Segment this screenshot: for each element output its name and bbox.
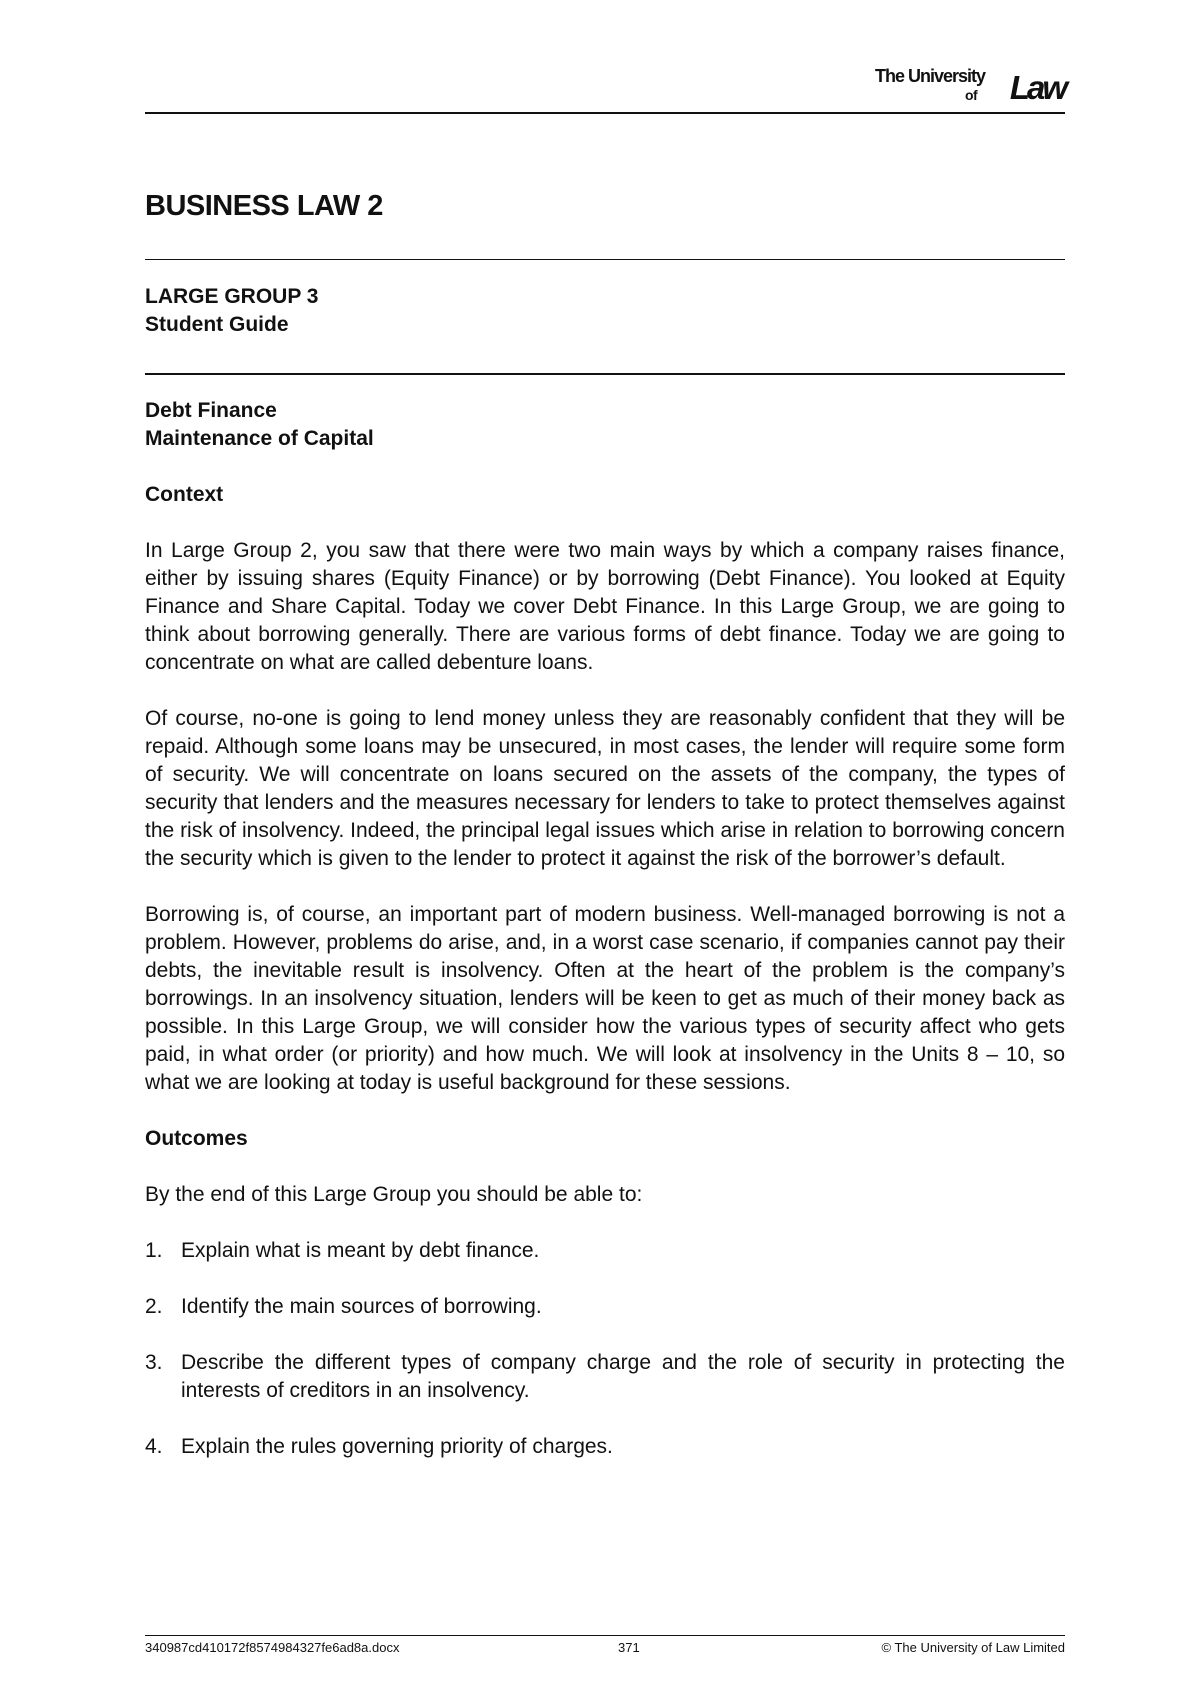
document-body xyxy=(145,283,1065,1461)
list-item xyxy=(145,1433,1065,1461)
subtitle-large-group: LARGE GROUP 3 xyxy=(145,285,319,308)
university-of-law-logo xyxy=(855,66,1065,106)
title-rule xyxy=(145,259,1065,260)
context-paragraph: Borrowing is, of course, an important part of modern business. Well-managed borrowing is not a problem. However, problems do arise, and, in a worst case scenario, if companies cannot pay their debts, the inevitable result is insolvency. Often at the heart of the problem is the company’s borrowings. In an insolvency situation, lenders will be keen to get as much of their money back as possible. In this Large Group, we will consider how the various types of security affect who gets paid, in what order (or priority) and how much. We will look at insolvency in the Units 8 – 10, so what we are looking at today is useful background for these sessions. xyxy=(145,903,1065,1094)
list-text: Explain what is meant by debt finance. xyxy=(181,1239,540,1262)
header-rule xyxy=(145,112,1065,114)
footer-copyright: © The University of Law Limited xyxy=(881,1640,1065,1655)
list-number: 2. xyxy=(145,1295,163,1318)
footer-rule xyxy=(145,1635,1065,1636)
list-item xyxy=(145,1349,1065,1405)
logo-line-2: of xyxy=(965,87,978,103)
topic-debt-finance: Debt Finance xyxy=(145,399,277,422)
list-item xyxy=(145,1293,1065,1321)
topic-maintenance-of-capital: Maintenance of Capital xyxy=(145,427,374,450)
subtitle-student-guide: Student Guide xyxy=(145,313,289,336)
context-paragraph: In Large Group 2, you saw that there were two main ways by which a company raises finance, either by issuing shares (Equity Finance) or by borrowing (Debt Finance). You looked at Equity Finance and Share Capital. Today we cover Debt Finance. In this Large Group, we are going to think about borrowing generally. There are various forms of debt finance. Today we are going to concentrate on what are called debenture loans. xyxy=(145,539,1065,674)
list-number: 4. xyxy=(145,1435,163,1458)
list-text: Explain the rules governing priority of charges. xyxy=(181,1435,613,1458)
footer-filename: 340987cd410172f8574984327fe6ad8a.docx xyxy=(145,1640,400,1655)
list-number: 1. xyxy=(145,1239,163,1262)
outcomes-heading: Outcomes xyxy=(145,1127,248,1150)
logo-line-1: The University xyxy=(874,66,985,86)
logo-line-3: Law xyxy=(1009,69,1065,106)
outcomes-intro: By the end of this Large Group you should be able to: xyxy=(145,1183,643,1206)
list-text: Describe the different types of company charge and the role of security in protecting the interests of creditors in an insolvency. xyxy=(181,1351,1065,1402)
outcomes-list xyxy=(145,1237,1065,1461)
list-text: Identify the main sources of borrowing. xyxy=(181,1295,542,1318)
footer-page-number: 371 xyxy=(618,1640,640,1655)
list-item xyxy=(145,1237,1065,1265)
document-title: BUSINESS LAW 2 xyxy=(145,190,383,222)
list-number: 3. xyxy=(145,1351,163,1374)
context-heading: Context xyxy=(145,483,224,506)
context-paragraph: Of course, no-one is going to lend money unless they are reasonably confident that they will be repaid. Although some loans may be unsecured, in most cases, the lender will require some form of security. We will concentrate on loans secured on the assets of the company, the types of security that lenders and the measures necessary for lenders to take to protect themselves against the risk of insolvency. Indeed, the principal legal issues which arise in relation to borrowing concern the security which is given to the lender to protect it against the risk of the borrower’s default. xyxy=(145,707,1065,870)
